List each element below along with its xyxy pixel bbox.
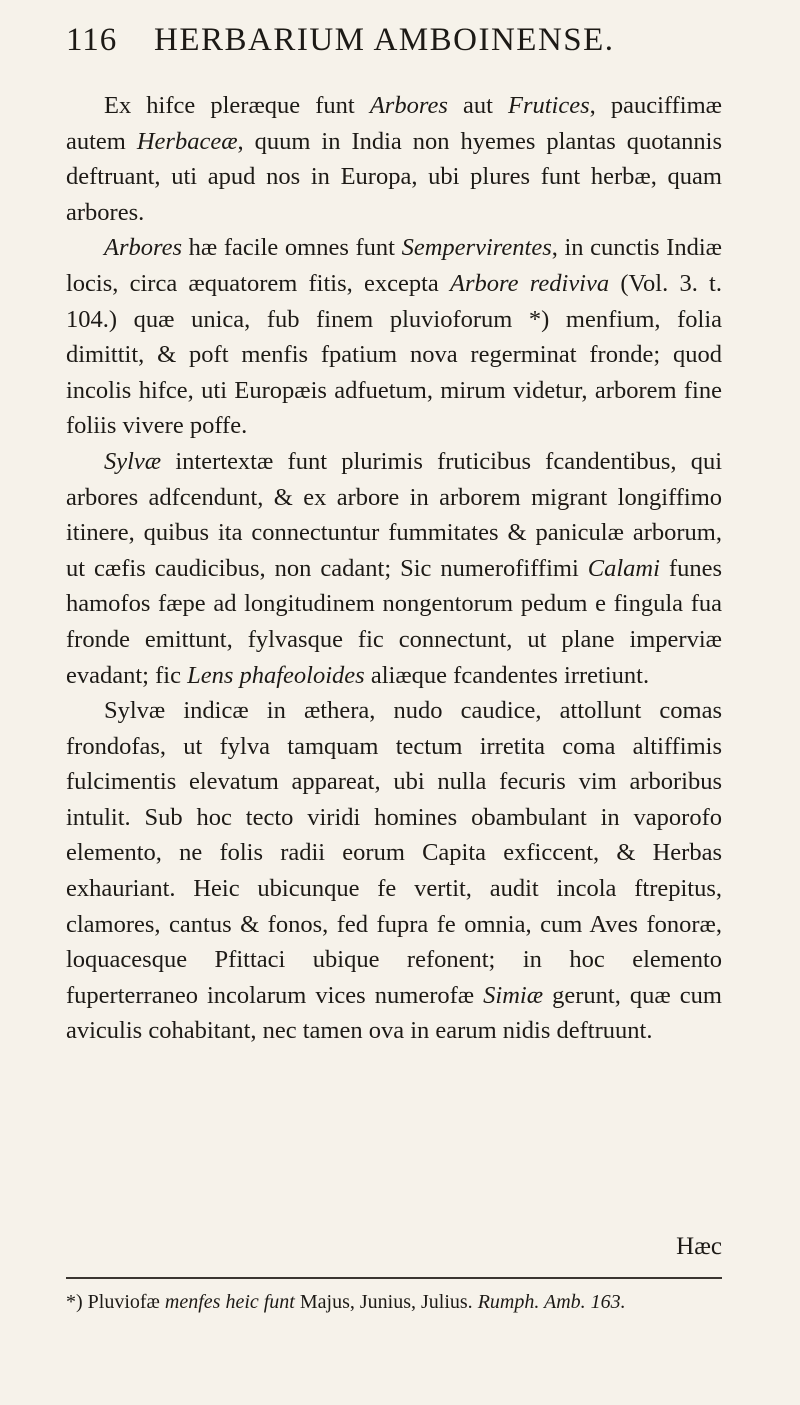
body-text xyxy=(66,88,722,1049)
italic-run: Frutices xyxy=(508,92,590,119)
italic-run: Rumph. Amb. 163. xyxy=(477,1291,626,1313)
paragraph xyxy=(66,693,722,1049)
text-run: funes hamofos fæpe ad longitudinem nongentorum pedum e fingula fua fronde emittunt, fylvasque fic connectunt, ut plane imperviæ evadant; fic xyxy=(66,554,722,689)
text-run: Ex hifce pleræque funt xyxy=(104,92,370,119)
text-run: aut xyxy=(447,92,508,119)
italic-run: Sempervirentes xyxy=(401,234,552,262)
text-run: Sylvæ indicæ in æthera, nudo caudice, attollunt comas frondofas, ut fylva tamquam tectum irretita coma altiffimis fulcimentis elevatum appareat, ubi nulla fecuris vim arboribus intulit. Sub hoc tecto viridi homines obambulant in vaporofo elemento, ne folis radii eorum Capita exficcent, & Herbas exhauriant. Heic ubicunque fe vertit, audit incola ftrepitus, clamores, cantus & fonos, fed fupra fe omnia, cum Aves fonoræ, loquacesque Pfittaci ubique refonent; in hoc elemento fuperterraneo incolarum vices numerofæ xyxy=(66,697,722,1009)
text-run: , quum in India non hyemes plantas quotannis deftruant, uti apud nos in Europa, ubi plures funt herbæ, quam arbores. xyxy=(66,127,722,226)
italic-run: Sylvæ xyxy=(104,447,162,475)
paragraph xyxy=(66,444,722,693)
italic-run: Arbores xyxy=(104,234,183,262)
italic-run: menfes heic funt xyxy=(164,1291,295,1313)
italic-run: Herbaceæ xyxy=(136,127,238,155)
page-header xyxy=(66,14,766,64)
footnote xyxy=(66,1289,722,1315)
italic-run: Arbores xyxy=(369,92,448,119)
catchword: Hæc xyxy=(676,1233,722,1260)
italic-run: Simiæ xyxy=(483,981,544,1009)
paragraph xyxy=(66,230,722,444)
text-run: (Vol. 3. t. 104.) quæ unica, fub finem pluvioforum *) menfium, folia dimittit, & poft menfis fpatium nova regerminat fronde; quod incolis hifce, uti Europæis adfuetum, mirum videtur, arborem fine foliis vivere poffe. xyxy=(66,269,722,440)
text-run: hæ facile omnes funt xyxy=(182,234,402,262)
text-run: *) Pluviofæ xyxy=(66,1291,165,1313)
running-head: HERBARIUM AMBOINENSE. xyxy=(154,22,615,58)
italic-run: Lens phafeoloides xyxy=(187,661,365,689)
text-run: Majus, Junius, Julius. xyxy=(294,1291,478,1313)
page-number: 116 xyxy=(66,22,118,58)
footnote-rule xyxy=(66,1277,722,1279)
text-run: intertextæ funt plurimis fruticibus fcandentibus, qui arbores adfcendunt, & ex arbore in arborem migrant longiffimo itinere, quibus ita connectuntur fummitates & paniculæ arborum, ut cæfis caudicibus, non cadant; Sic numerofiffimi xyxy=(66,447,722,582)
text-run: gerunt, quæ cum aviculis cohabitant, nec tamen ova in earum nidis deftruunt. xyxy=(66,981,722,1045)
italic-run: Arbore rediviva xyxy=(450,269,610,297)
paragraph xyxy=(66,88,722,230)
text-run: , in cunctis Indiæ locis, circa æquatorem fitis, excepta xyxy=(66,234,723,297)
text-run: , pauciffimæ autem xyxy=(66,92,723,155)
italic-run: Calami xyxy=(587,554,660,582)
text-run: aliæque fcandentes irretiunt. xyxy=(364,661,650,689)
